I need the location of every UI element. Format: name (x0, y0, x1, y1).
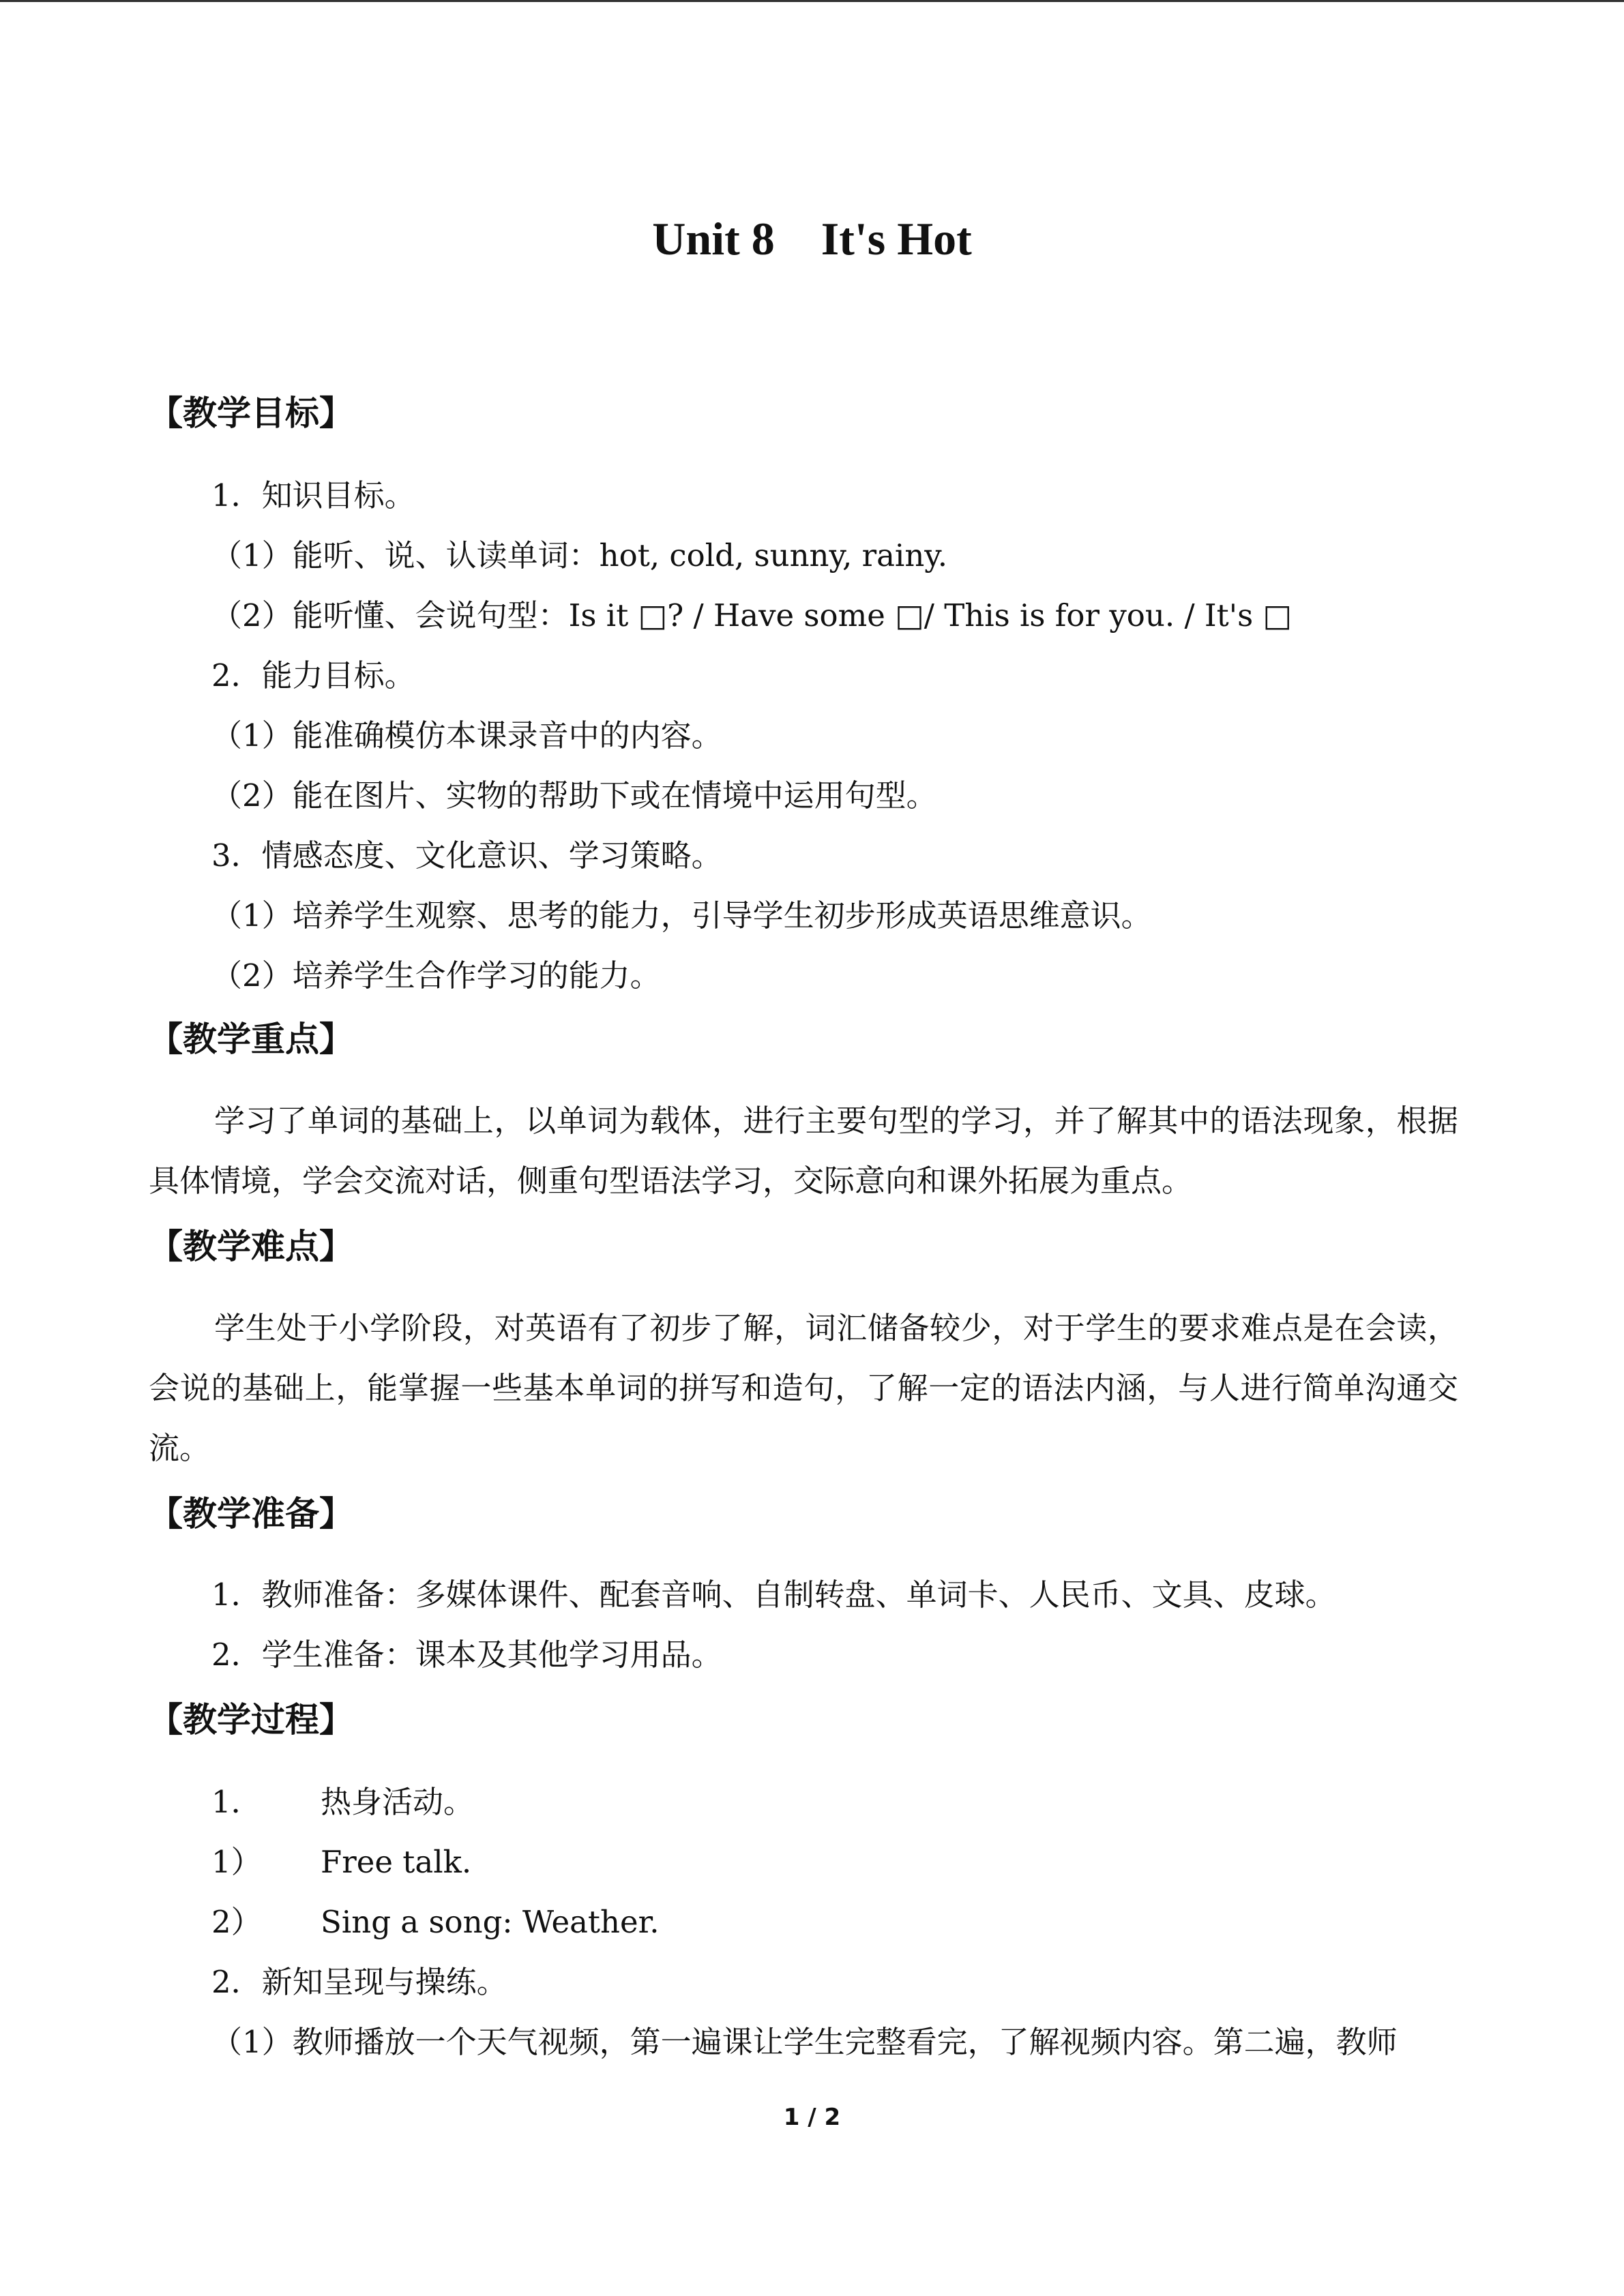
objective-line: 3．情感态度、文化意识、学习策略。 (211, 837, 722, 874)
heading-difficulties: 【教学难点】 (149, 1227, 353, 1266)
heading-process: 【教学过程】 (149, 1700, 353, 1740)
difficulties-paragraph: 学生处于小学阶段，对英语有了初步了解，词汇储备较少，对于学生的要求难点是在会读，会说的基础上，能掌握一些基本单词的拼写和造句，了解一定的语法内涵，与人进行简单沟通交流。 (149, 1310, 1458, 1466)
process-item-number: 2） (211, 1904, 262, 1940)
page-number: 1 / 2 (783, 2104, 841, 2131)
process-item-text: Sing a song: Weather. (321, 1904, 660, 1940)
process-item (211, 1838, 471, 1886)
objective-line: （2）能在图片、实物的帮助下或在情境中运用句型。 (211, 777, 937, 814)
process-item (211, 1778, 474, 1826)
process-item-number: 1） (211, 1844, 262, 1880)
objective-line: （1）能准确模仿本课录音中的内容。 (211, 717, 722, 754)
objective-line: 2．能力目标。 (211, 657, 415, 694)
objective-line: （2）培养学生合作学习的能力。 (211, 957, 661, 994)
key-points-paragraph: 学习了单词的基础上，以单词为载体，进行主要句型的学习，并了解其中的语法现象，根据具体情境，学会交流对话，侧重句型语法学习，交际意向和课外拓展为重点。 (149, 1103, 1458, 1199)
document-title: Unit 8 It's Hot (652, 213, 972, 265)
process-line: （1）教师播放一个天气视频，第一遍课让学生完整看完，了解视频内容。第二遍，教师 (211, 2024, 1398, 2060)
process-item-text: 热身活动。 (321, 1784, 475, 1820)
top-border-line (0, 0, 1624, 2)
objective-line: （2）能听懂、会说句型：Is it □? / Have some □/ This is for you. / It's □ (211, 597, 1293, 633)
preparation-line: 2．学生准备：课本及其他学习用品。 (211, 1637, 722, 1673)
objective-line: （1）培养学生观察、思考的能力，引导学生初步形成英语思维意识。 (211, 897, 1152, 934)
process-line: 2．新知呈现与操练。 (211, 1964, 507, 2000)
process-item-number: 1． (211, 1784, 262, 1820)
heading-key-points: 【教学重点】 (149, 1019, 353, 1059)
heading-objectives: 【教学目标】 (149, 393, 353, 433)
preparation-line: 1．教师准备：多媒体课件、配套音响、自制转盘、单词卡、人民币、文具、皮球。 (211, 1577, 1336, 1613)
process-item (211, 1898, 660, 1946)
objective-line: （1）能听、说、认读单词：hot, cold, sunny, rainy. (211, 537, 948, 573)
objective-line: 1．知识目标。 (211, 477, 415, 513)
process-item-text: Free talk. (321, 1844, 472, 1880)
heading-preparation: 【教学准备】 (149, 1494, 353, 1534)
